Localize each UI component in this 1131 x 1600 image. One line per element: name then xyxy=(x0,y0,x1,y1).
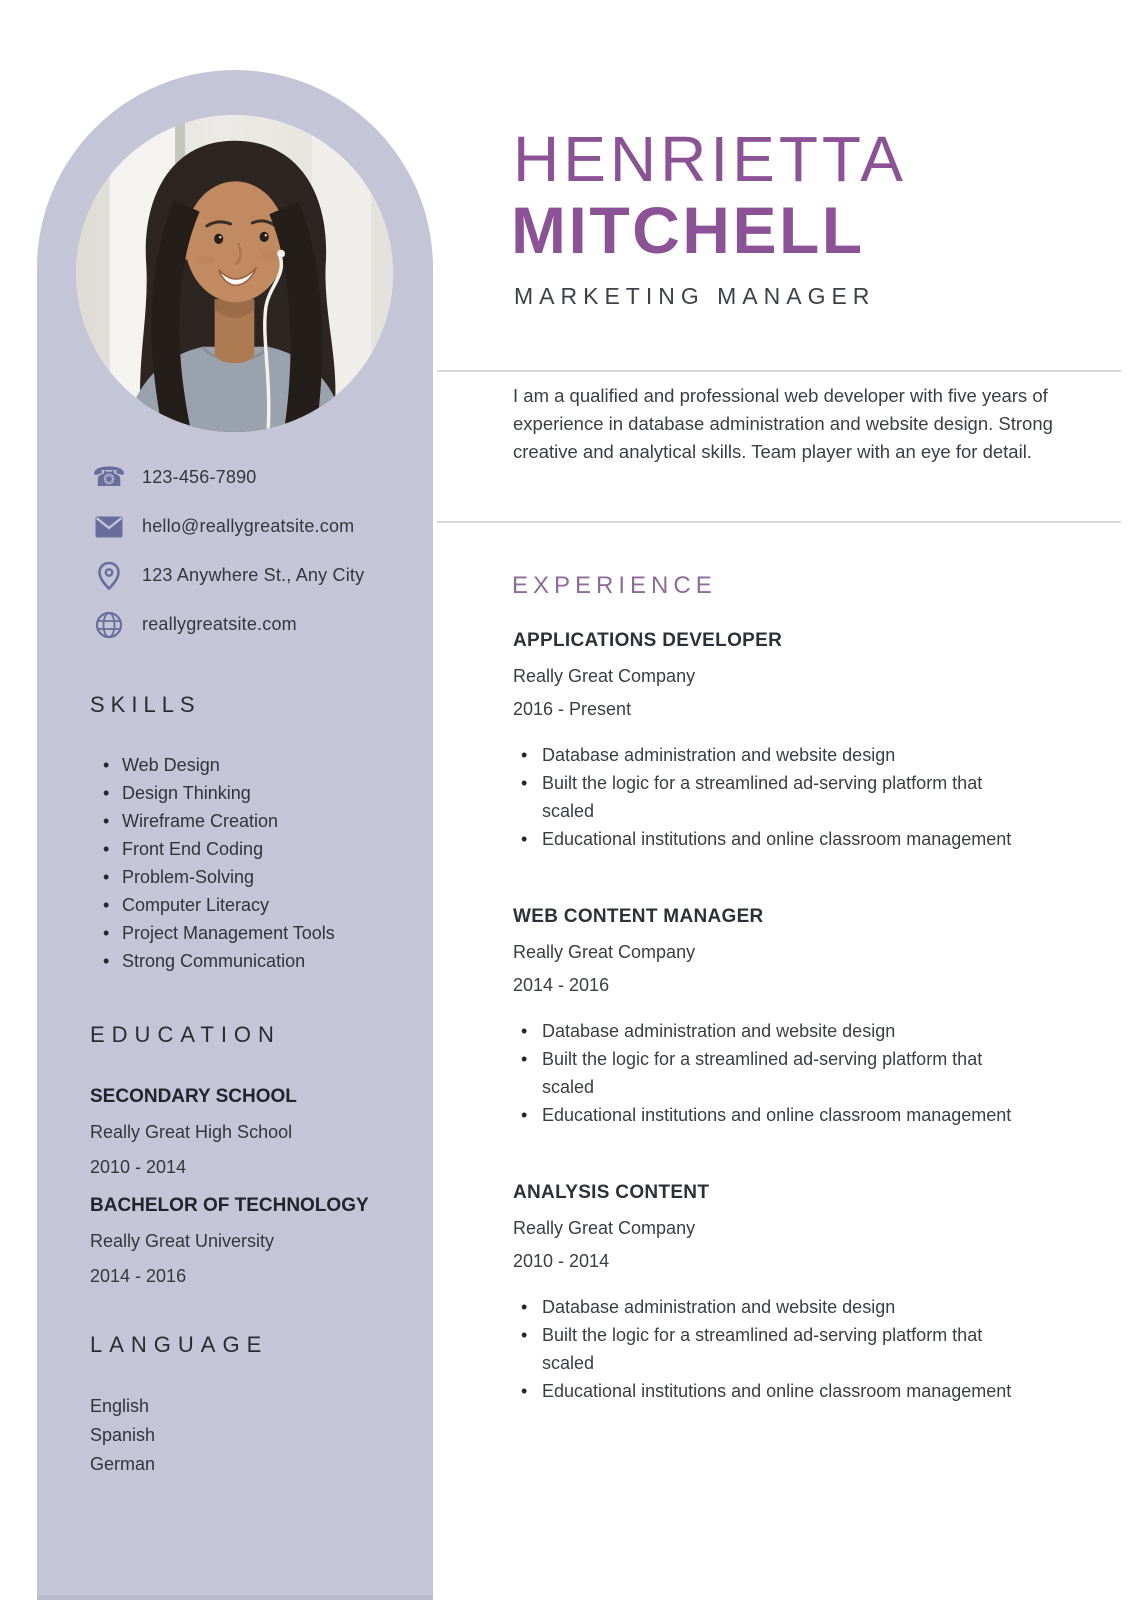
skill-item: • Strong Communication xyxy=(90,947,430,975)
contact-block xyxy=(93,462,413,658)
experience-bullet: • Built the logic for a streamlined ad-serving platform that scaled xyxy=(513,1321,1032,1377)
language-heading: LANGUAGE xyxy=(90,1332,269,1357)
experience-list xyxy=(513,630,1058,1458)
skills-heading: SKILLS xyxy=(90,692,201,717)
website-url: reallygreatsite.com xyxy=(142,614,297,634)
experience-bullet: • Built the logic for a streamlined ad-serving platform that scaled xyxy=(513,769,1032,825)
experience-bullet: • Database administration and website design xyxy=(513,1293,1032,1321)
phone-number: 123-456-7890 xyxy=(142,467,257,487)
email-icon xyxy=(93,511,125,542)
contact-row-address xyxy=(93,560,413,591)
education-years: 2010 - 2014 xyxy=(90,1157,187,1177)
experience-dates: 2014 - 2016 xyxy=(513,975,610,995)
location-icon xyxy=(93,560,125,591)
skill-item: • Computer Literacy xyxy=(90,891,430,919)
experience-entry xyxy=(513,630,1058,853)
education-entry xyxy=(90,1086,435,1178)
experience-bullet: • Educational institutions and online classroom management xyxy=(513,1377,1032,1405)
experience-heading: EXPERIENCE xyxy=(512,572,717,599)
experience-bullets xyxy=(513,1017,1032,1129)
contact-row-website xyxy=(93,609,413,640)
contact-row-phone xyxy=(93,462,413,493)
profile-photo xyxy=(76,115,393,432)
language-list xyxy=(90,1392,155,1479)
phone-icon: ☎ xyxy=(92,462,126,493)
language-item: Spanish xyxy=(90,1425,156,1445)
experience-title: APPLICATIONS DEVELOPER xyxy=(513,630,783,651)
skills-list xyxy=(90,751,430,975)
street-address: 123 Anywhere St., Any City xyxy=(142,565,365,585)
first-name: HENRIETTA xyxy=(513,123,907,195)
globe-icon xyxy=(93,609,125,640)
skill-item: • Problem-Solving xyxy=(90,863,430,891)
experience-company: Really Great Company xyxy=(513,942,696,962)
language-item: German xyxy=(90,1454,156,1474)
contact-row-email xyxy=(93,511,413,542)
skill-item: • Wireframe Creation xyxy=(90,807,430,835)
experience-entry xyxy=(513,1182,1058,1405)
skill-item: • Web Design xyxy=(90,751,430,779)
experience-bullet: • Database administration and website design xyxy=(513,741,1032,769)
job-title: MARKETING MANAGER xyxy=(514,283,876,309)
experience-bullet: • Built the logic for a streamlined ad-serving platform that scaled xyxy=(513,1045,1032,1101)
experience-entry xyxy=(513,906,1058,1129)
education-degree: SECONDARY SCHOOL xyxy=(90,1086,297,1107)
education-school: Really Great University xyxy=(90,1231,275,1251)
experience-bullets xyxy=(513,1293,1032,1405)
education-years: 2014 - 2016 xyxy=(90,1266,187,1286)
education-heading: EDUCATION xyxy=(90,1022,281,1047)
education-entry xyxy=(90,1195,435,1287)
divider-bottom xyxy=(437,521,1121,523)
email-address: hello@reallygreatsite.com xyxy=(142,516,355,536)
experience-bullet: • Educational institutions and online classroom management xyxy=(513,1101,1032,1129)
experience-company: Really Great Company xyxy=(513,666,696,686)
skill-item: • Front End Coding xyxy=(90,835,430,863)
summary-paragraph: I am a qualified and professional web developer with five years of experience in database administration and website design. Strong creative and analytical skills. Team player with an eye for detail. xyxy=(513,385,1053,462)
experience-bullet: • Database administration and website design xyxy=(513,1017,1032,1045)
experience-bullet: • Educational institutions and online classroom management xyxy=(513,825,1032,853)
experience-company: Really Great Company xyxy=(513,1218,696,1238)
experience-dates: 2010 - 2014 xyxy=(513,1251,610,1271)
experience-title: ANALYSIS CONTENT xyxy=(513,1182,710,1203)
education-degree: BACHELOR OF TECHNOLOGY xyxy=(90,1195,369,1216)
profile-photo-illustration xyxy=(76,115,393,432)
skill-item: • Design Thinking xyxy=(90,779,430,807)
sidebar xyxy=(37,70,433,1600)
divider-top xyxy=(437,370,1121,372)
experience-dates: 2016 - Present xyxy=(513,699,632,719)
experience-bullets xyxy=(513,741,1032,853)
skill-item: • Project Management Tools xyxy=(90,919,430,947)
last-name: MITCHELL xyxy=(511,193,865,267)
experience-title: WEB CONTENT MANAGER xyxy=(513,906,764,927)
language-item: English xyxy=(90,1396,150,1416)
education-school: Really Great High School xyxy=(90,1122,293,1142)
education-list xyxy=(90,1086,435,1304)
